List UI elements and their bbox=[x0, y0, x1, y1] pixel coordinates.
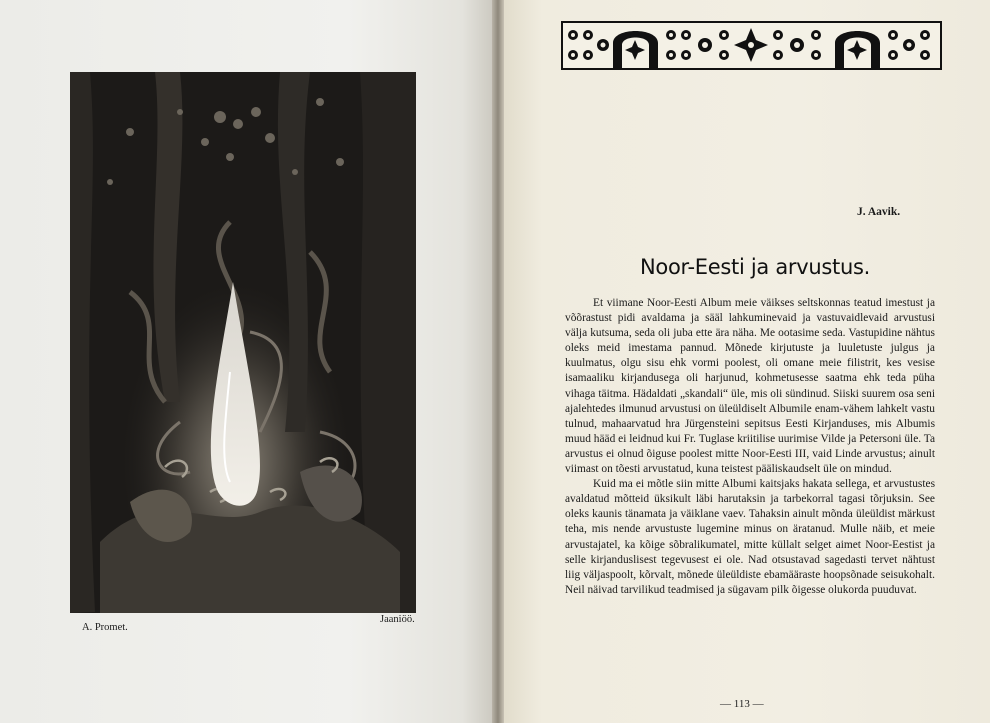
folk-pattern-ornament bbox=[563, 23, 940, 68]
paragraph-1: Et viimane Noor-Eesti Album meie väikses seltskonnas teatud imestust ja võõrastust pidi avaldama ja sääl lahkuminevaid ja vastuvaidlevaid arvustusi välja kutsuma, seda oli juba ette ära näha. Me ootasime seda. Vastupidine nähtus oleks meid imestama pannud. Mõnede kirjutuste ja luuletuste julgus ja kuulmatus, olgu sisu ehk vormi poolest, oli omane meie filistrit, kes vesise isamaaliku kirjandusega oli harjunud, kohmetusesse saatma ehk teda püha vihaga täitma. Hädaldati „skandali“ üle, mis oli sündinud. Siiski suurem osa seni ajalehtedes ilmunud arvustusi on üleüldiselt Albumile enam-vähem lahkelt vastu tulnud, mahaarvatud hra Jürgensteini sepitsus Eesti Kirjanduses, mis Albumis muud hääd ei leidnud kui Fr. Tuglase kriitilise uurimise Vilde ja Petersoni üle. Ta arvustus ei olnud õiguse poolest mitte Noor-Eesti III, vaid Linde arvustus; ainult viimast on tõesti arvustatud, kuna teistest pääliskaudselt üle on mindud. bbox=[565, 297, 935, 476]
article-body bbox=[565, 296, 935, 598]
painting-plate bbox=[70, 72, 416, 613]
article-title: Noor-Eesti ja arvustus. bbox=[640, 255, 870, 279]
paragraph-2: Kuid ma ei mõtle siin mitte Albumi kaitsjaks hakata sellega, et arvustustes avaldatud mõtteid üksikult läbi harutaksin ja tarbekorral tagasi tõrjuksin. See oleks kaunis tänamata ja väiklane vaev. Tahaksin ainult mõnda üleüldist märkust teha, mis nende arvustuste lugemine minus on äratanud. Mulle näib, et meie arvustajatel, ka kõige sõbralikumatel, mitte küllalt selget aimet Noor-Eestist ja selle kirjanduslisest tegevusest ei ole. Nad otsustavad sagedasti tervet nähtust liig väljaspoolt, kõrvalt, mõnede üleüldiste ebamääraste hoopsõnade seisukohalt. Neil näivad tarvilikud teadmised ja sügavam pilk õigesse olukorda puuduvat. bbox=[565, 478, 935, 596]
caption-artist: A. Promet. bbox=[82, 622, 128, 633]
header-ornament bbox=[561, 21, 942, 70]
article-author: J. Aavik. bbox=[857, 206, 901, 218]
book-gutter bbox=[492, 0, 504, 723]
page-number: — 113 — bbox=[720, 698, 764, 710]
caption-painting-title: Jaaniöö. bbox=[380, 614, 415, 625]
painting-image bbox=[70, 72, 416, 613]
